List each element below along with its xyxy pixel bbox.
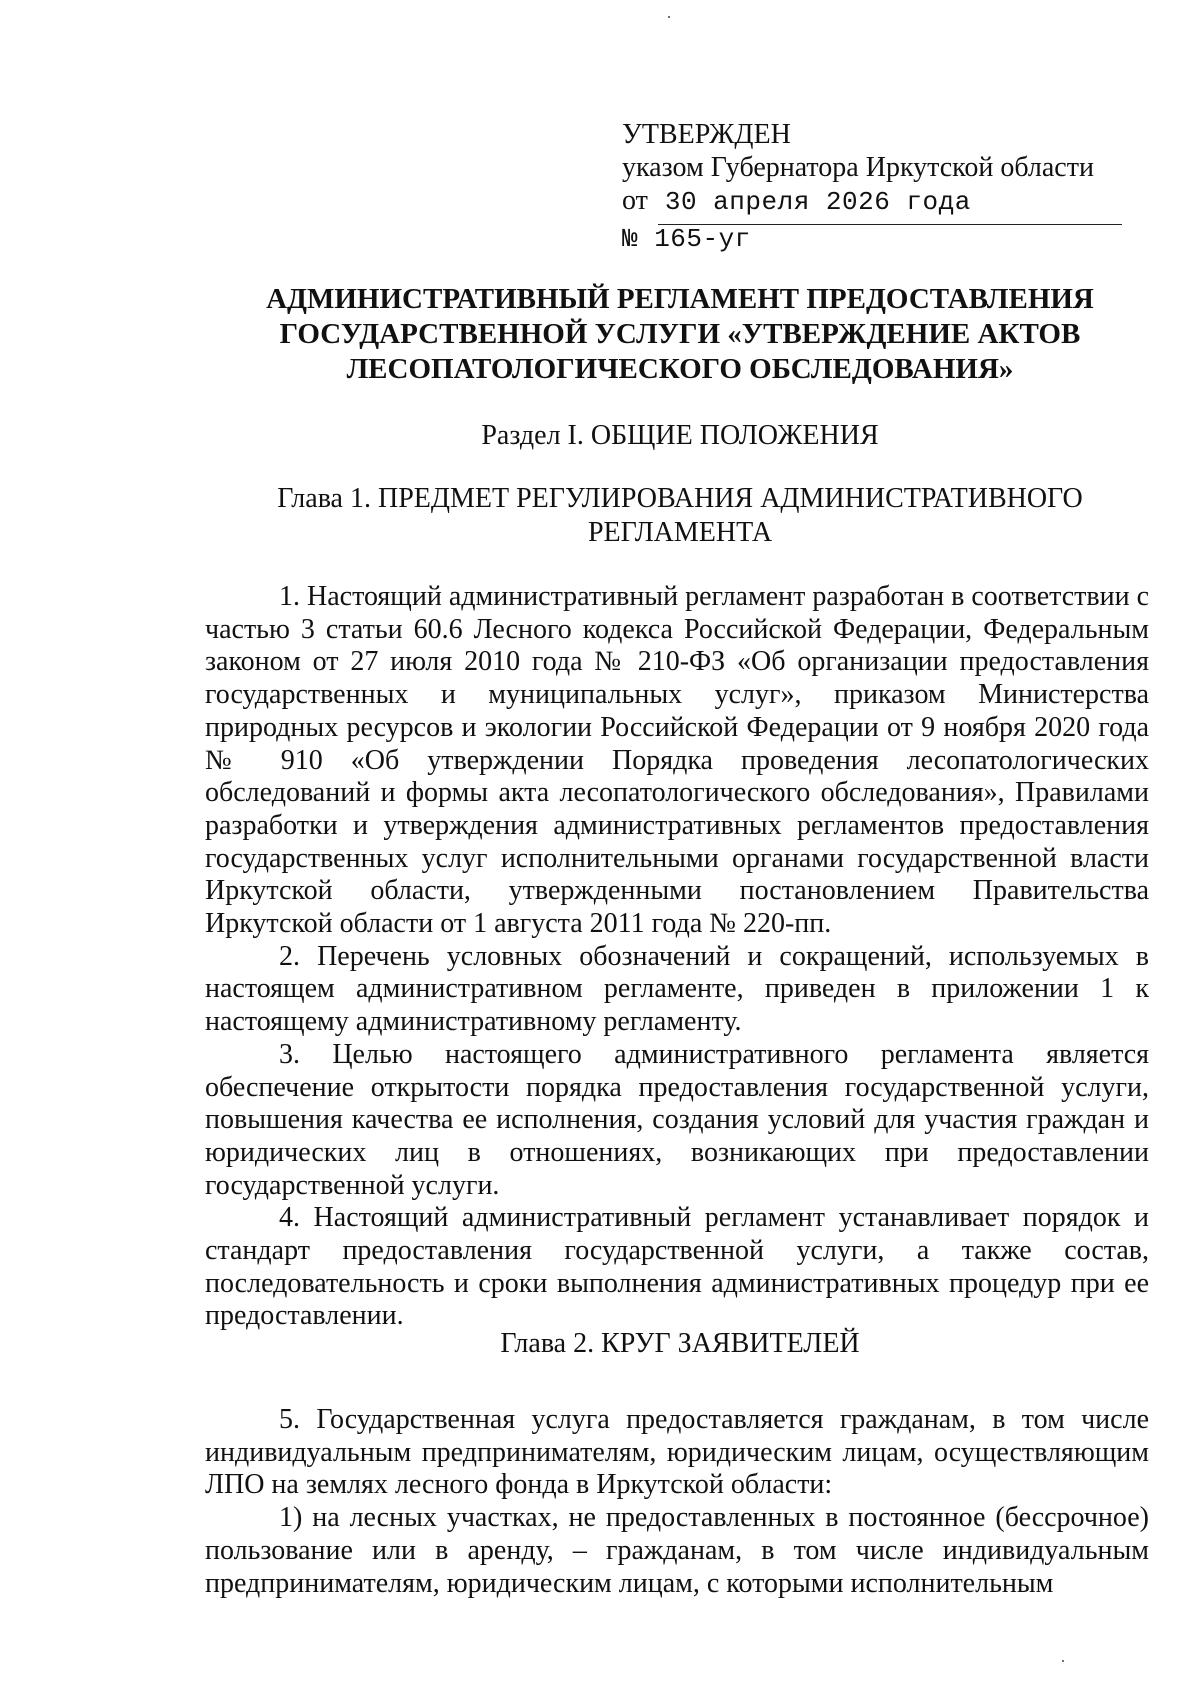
approval-date-prefix: от — [622, 185, 648, 216]
scan-speck — [1062, 1660, 1064, 1662]
chapter2-title: Глава 2. КРУГ ЗАЯВИТЕЛЕЙ — [500, 1328, 860, 1359]
date-underline — [658, 224, 1122, 225]
scan-speck — [668, 16, 670, 18]
chapter2-body — [205, 1404, 1149, 1600]
document-title-line: АДМИНИСТРАТИВНЫЙ РЕГЛАМЕНТ ПРЕДОСТАВЛЕНИЯ — [266, 283, 1094, 315]
approval-number-row — [622, 221, 1122, 256]
approval-date-row — [622, 184, 1122, 219]
section-title: Раздел I. ОБЩИЕ ПОЛОЖЕНИЯ — [481, 420, 879, 451]
chapter1-title — [200, 482, 1160, 550]
approval-block — [622, 118, 1122, 256]
approval-authority: указом Губернатора Иркутской области — [622, 152, 1094, 183]
document-title-line: ЛЕСОПАТОЛОГИЧЕСКОГО ОБСЛЕДОВАНИЯ» — [346, 353, 1014, 385]
paragraph: 4. Настоящий административный регламент устанавливает порядок и стандарт предоставления государственной услуги, а также состав, последовательность и сроки выполнения административных процедур при ее предоставлении. — [205, 1202, 1149, 1332]
paragraph: 5. Государственная услуга предоставляется гражданам, в том числе индивидуальным предпринимателям, юридическим лицам, осуществляющим ЛПО на землях лесного фонда в Иркутской области: — [205, 1404, 1149, 1501]
approval-number-value: № 165-уг — [622, 224, 751, 254]
paragraph: 3. Целью настоящего административного регламента является обеспечение открытости порядка предоставления государственной услуги, повышения качества ее исполнения, создания условий для участия граждан и юридических лиц в отношениях, возникающих при предоставлении государственной услуги. — [205, 1038, 1149, 1201]
paragraph: 1) на лесных участках, не предоставленных в постоянное (бессрочное) пользование или в аренду, – гражданам, в том числе индивидуальным предпринимателям, юридическим лицам, с которыми исполнительным — [205, 1502, 1149, 1599]
chapter1-body — [205, 581, 1149, 1333]
paragraph: 1. Настоящий административный регламент разработан в соответствии с частью 3 статьи 60.6 Лесного кодекса Российской Федерации, Федеральным законом от 27 июля 2010 года № 210-ФЗ «Об организации предоставления государственных и муниципальных услуг», приказом Министерства природных ресурсов и экологии Российской Федерации от 9 ноября 2020 года № 910 «Об утверждении Порядка проведения лесопатологических обследований и формы акта лесопатологического обследования», Правилами разработки и утверждения административных регламентов предоставления государственных услуг исполнительными органами государственной власти Иркутской области, утвержденными постановлением Правительства Иркутской области от 1 августа 2011 года № 220-пп. — [205, 581, 1149, 940]
approval-heading: УТВЕРЖДЕН — [622, 119, 791, 150]
document-title-line: ГОСУДАРСТВЕННОЙ УСЛУГИ «УТВЕРЖДЕНИЕ АКТОВ — [279, 318, 1081, 350]
approval-date-value: 30 апреля 2026 года — [664, 187, 971, 217]
chapter1-title-line: Глава 1. ПРЕДМЕТ РЕГУЛИРОВАНИЯ АДМИНИСТРАТИВНОГО — [277, 483, 1083, 514]
chapter1-title-line: РЕГЛАМЕНТА — [587, 517, 773, 548]
document-title — [200, 282, 1160, 387]
paragraph: 2. Перечень условных обозначений и сокращений, используемых в настоящем административном регламенте, приведен в приложении 1 к настоящему административному регламенту. — [205, 940, 1149, 1038]
